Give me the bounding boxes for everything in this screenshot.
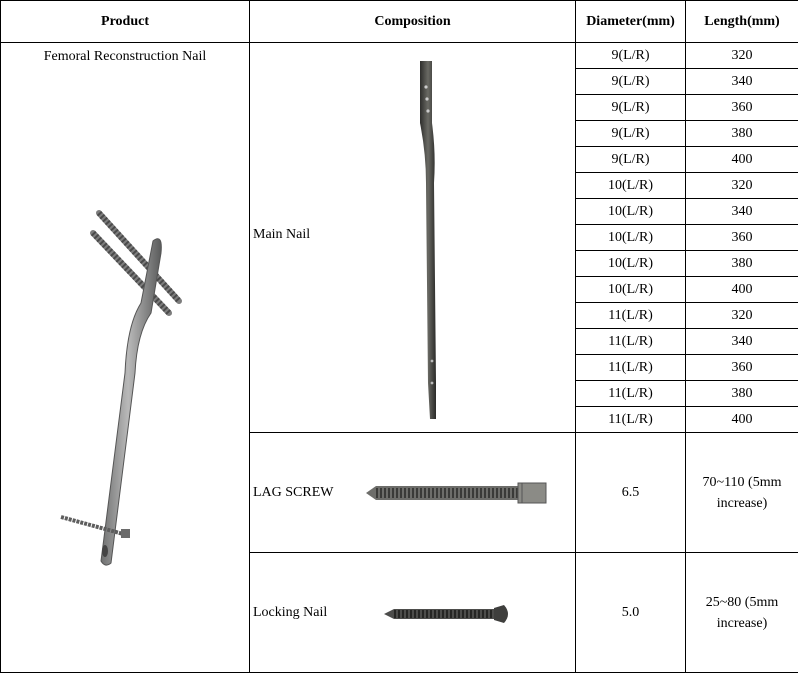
diameter-cell: 10(L/R) — [576, 225, 686, 251]
length-cell: 380 — [686, 251, 798, 277]
lag-screw-length-cell — [686, 433, 798, 553]
locking-nail-diameter: 5.0 — [576, 553, 686, 673]
diameter-cell: 9(L/R) — [576, 95, 686, 121]
length-cell: 340 — [686, 329, 798, 355]
header-length: Length(mm) — [686, 1, 798, 43]
locking-nail-label: Locking Nail — [253, 605, 327, 621]
diameter-cell: 10(L/R) — [576, 251, 686, 277]
header-row — [1, 1, 798, 43]
femoral-reconstruction-nail-image — [1, 73, 248, 693]
header-diameter: Diameter(mm) — [576, 1, 686, 43]
diameter-cell: 9(L/R) — [576, 43, 686, 69]
length-cell: 360 — [686, 355, 798, 381]
length-cell: 380 — [686, 381, 798, 407]
length-cell: 400 — [686, 147, 798, 173]
diameter-cell: 11(L/R) — [576, 329, 686, 355]
length-cell: 340 — [686, 69, 798, 95]
locking-nail-length-line1: 25~80 (5mm — [690, 592, 794, 613]
product-cell — [1, 43, 250, 673]
diameter-cell: 11(L/R) — [576, 407, 686, 433]
length-cell: 320 — [686, 303, 798, 329]
table-row — [1, 43, 798, 69]
locking-nail-composition-cell — [250, 553, 576, 673]
length-cell: 380 — [686, 121, 798, 147]
diameter-cell: 11(L/R) — [576, 355, 686, 381]
main-nail-label: Main Nail — [253, 227, 310, 243]
diameter-cell: 9(L/R) — [576, 147, 686, 173]
length-cell: 320 — [686, 173, 798, 199]
length-cell: 400 — [686, 277, 798, 303]
product-name: Femoral Reconstruction Nail — [1, 49, 249, 65]
length-cell: 360 — [686, 95, 798, 121]
locking-nail-length-cell — [686, 553, 798, 673]
diameter-cell: 10(L/R) — [576, 173, 686, 199]
lag-screw-image — [250, 433, 574, 552]
header-composition: Composition — [250, 1, 576, 43]
length-cell: 340 — [686, 199, 798, 225]
diameter-cell: 9(L/R) — [576, 121, 686, 147]
header-product: Product — [1, 1, 250, 43]
lag-screw-length-line2: increase) — [690, 493, 794, 514]
locking-nail-image — [250, 553, 574, 672]
length-cell: 400 — [686, 407, 798, 433]
main-nail-composition-cell — [250, 43, 576, 433]
diameter-cell: 10(L/R) — [576, 199, 686, 225]
main-nail-image — [250, 43, 574, 431]
diameter-cell: 11(L/R) — [576, 381, 686, 407]
lag-screw-label: LAG SCREW — [253, 485, 334, 501]
diameter-cell: 10(L/R) — [576, 277, 686, 303]
locking-nail-length-line2: increase) — [690, 613, 794, 634]
length-cell: 360 — [686, 225, 798, 251]
length-cell: 320 — [686, 43, 798, 69]
diameter-cell: 9(L/R) — [576, 69, 686, 95]
diameter-cell: 11(L/R) — [576, 303, 686, 329]
lag-screw-composition-cell — [250, 433, 576, 553]
lag-screw-diameter: 6.5 — [576, 433, 686, 553]
lag-screw-length-line1: 70~110 (5mm — [690, 472, 794, 493]
